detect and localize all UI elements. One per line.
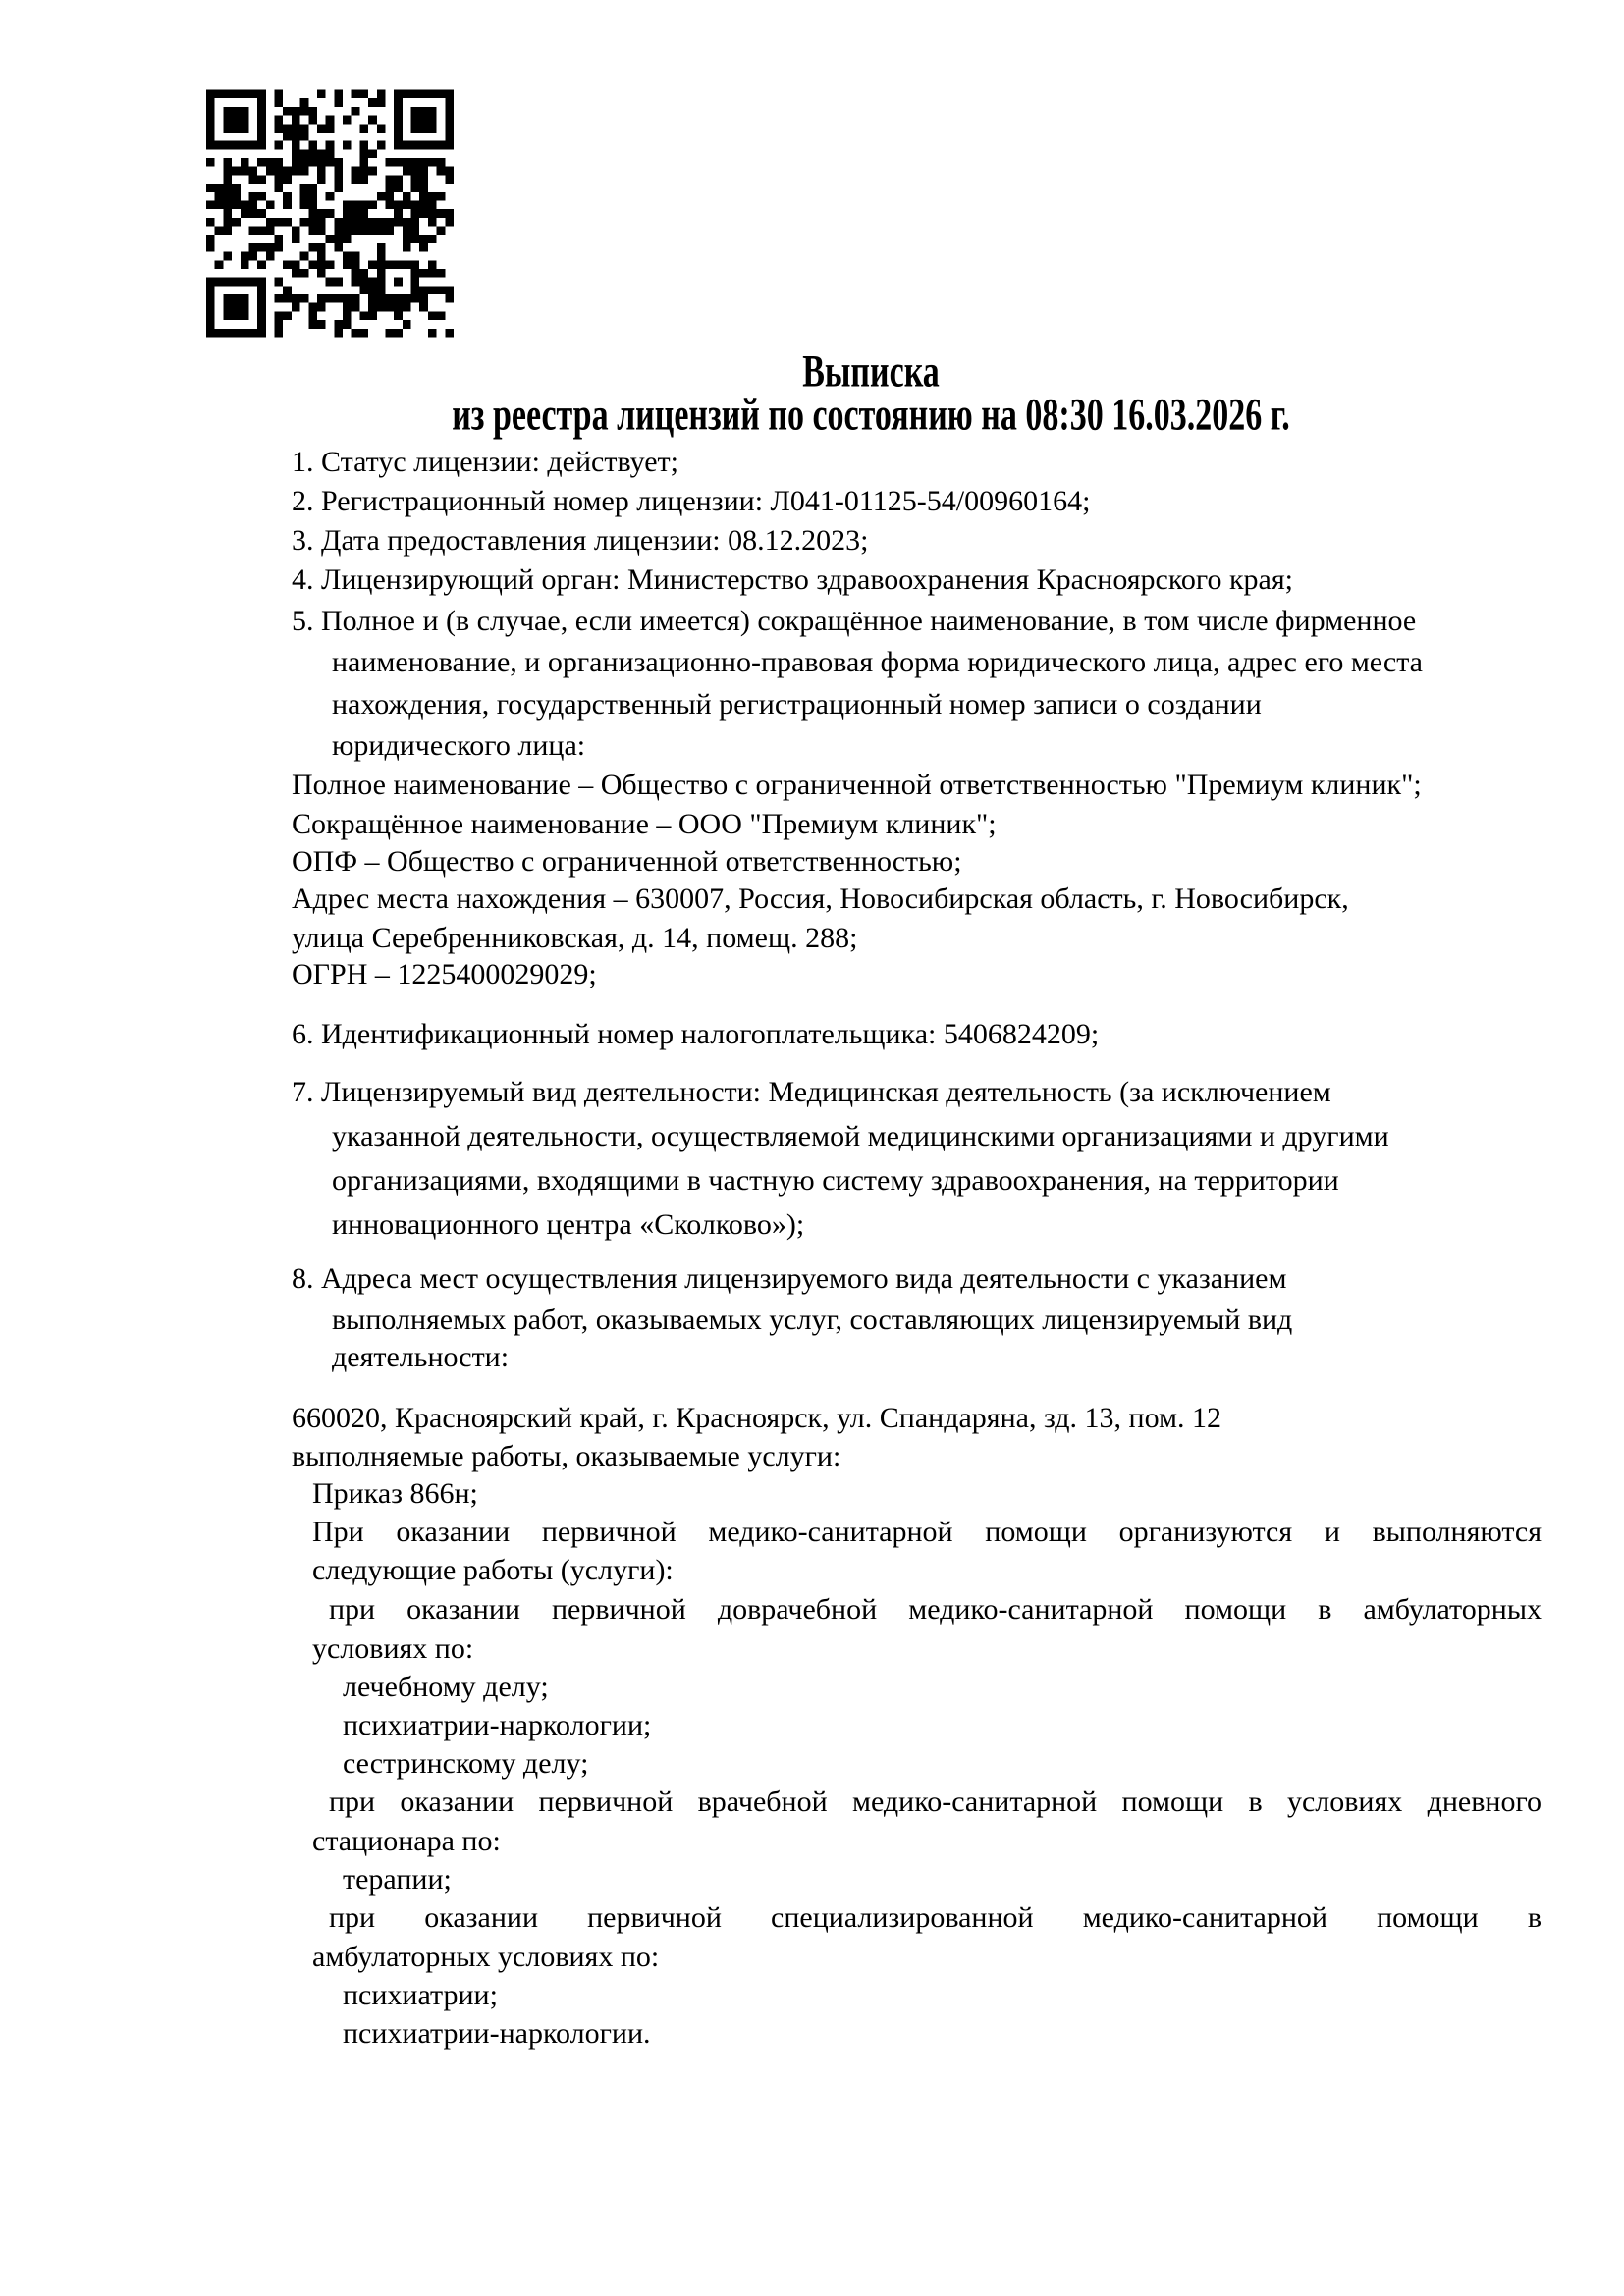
document-line: 4. Лицензирующий орган: Министерство здравоохранения Красноярского края;: [292, 563, 1293, 596]
document-line: при оказании первичной врачебной медико-санитарной помощи в условиях дневного: [329, 1786, 1542, 1818]
document-line: при оказании первичной специализированной медико-санитарной помощи в: [329, 1901, 1542, 1934]
document-line: Полное наименование – Общество с ограниченной ответственностью "Премиум клиник";: [292, 769, 1422, 801]
document-line: выполняемые работы, оказываемые услуги:: [292, 1440, 841, 1472]
document-line: нахождения, государственный регистрационный номер записи о создании: [332, 688, 1262, 721]
document-line: 1. Статус лицензии: действует;: [292, 446, 678, 478]
document-line: наименование, и организационно-правовая форма юридического лица, адрес его места: [332, 646, 1423, 678]
document-line: 6. Идентификационный номер налогоплательщика: 5406824209;: [292, 1018, 1100, 1050]
document-line: 660020, Красноярский край, г. Красноярск, ул. Спандаряна, зд. 13, пом. 12: [292, 1402, 1221, 1434]
document-line: сестринскому делу;: [343, 1747, 589, 1780]
document-line: лечебному делу;: [343, 1671, 549, 1703]
document-line: амбулаторных условиях по:: [312, 1941, 660, 1973]
qr-code: [206, 88, 454, 339]
document-line: при оказании первичной доврачебной медико-санитарной помощи в амбулаторных: [329, 1593, 1542, 1626]
document-line: психиатрии-наркологии.: [343, 2017, 651, 2050]
document-title: Выписка: [802, 347, 940, 398]
document-line: 5. Полное и (в случае, если имеется) сокращённое наименование, в том числе фирменное: [292, 605, 1417, 637]
document-line: 3. Дата предоставления лицензии: 08.12.2023;: [292, 524, 869, 557]
document-line: следующие работы (услуги):: [312, 1554, 674, 1586]
document-line: Приказ 866н;: [312, 1477, 478, 1510]
document-line: указанной деятельности, осуществляемой медицинскими организациями и другими: [332, 1120, 1389, 1152]
document-line: При оказании первичной медико-санитарной помощи организуются и выполняются: [312, 1516, 1542, 1548]
document-line: психиатрии;: [343, 1979, 498, 2011]
document-line: Сокращённое наименование – ООО "Премиум клиник";: [292, 808, 997, 840]
document-line: улица Серебренниковская, д. 14, помещ. 288;: [292, 922, 858, 954]
document-line: ОГРН – 1225400029029;: [292, 958, 597, 990]
document-line: деятельности:: [332, 1341, 510, 1373]
document-line: психиатрии-наркологии;: [343, 1709, 652, 1741]
document-line: 7. Лицензируемый вид деятельности: Медицинская деятельность (за исключением: [292, 1076, 1331, 1108]
document-line: 2. Регистрационный номер лицензии: Л041-01125-54/00960164;: [292, 485, 1091, 517]
document-line: организациями, входящими в частную систему здравоохранения, на территории: [332, 1164, 1339, 1197]
document-line: условиях по:: [312, 1632, 474, 1665]
document-line: ОПФ – Общество с ограниченной ответственностью;: [292, 845, 962, 878]
document-line: юридического лица:: [332, 729, 586, 762]
document-line: Адрес места нахождения – 630007, Россия, Новосибирская область, г. Новосибирск,: [292, 882, 1349, 915]
document-line: 8. Адреса мест осуществления лицензируемого вида деятельности с указанием: [292, 1262, 1287, 1295]
document-line: терапии;: [343, 1863, 452, 1896]
document-line: выполняемых работ, оказываемых услуг, составляющих лицензируемый вид: [332, 1304, 1293, 1336]
document-subtitle: из реестра лицензий по состоянию на 08:30 16.03.2026 г.: [452, 390, 1290, 441]
document-line: стационара по:: [312, 1825, 501, 1857]
document-line: инновационного центра «Сколково»);: [332, 1208, 805, 1241]
